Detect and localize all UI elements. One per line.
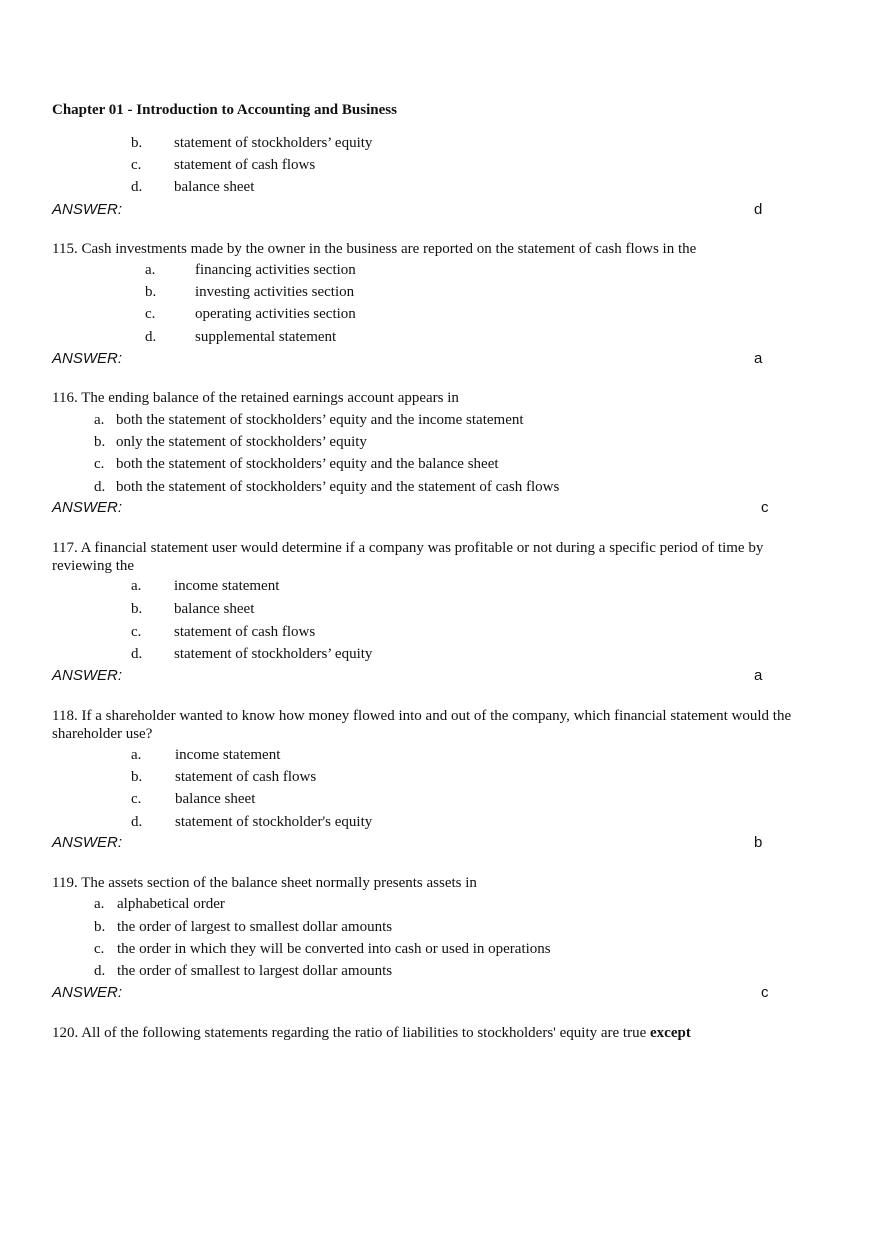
option-letter: d. bbox=[94, 479, 106, 495]
option-text: balance sheet bbox=[175, 791, 256, 807]
question-stem: The assets section of the balance sheet normally presents assets in bbox=[81, 875, 477, 891]
option-text: the order of smallest to largest dollar amounts bbox=[117, 963, 393, 979]
answer-value: a bbox=[754, 350, 763, 367]
option-letter: c. bbox=[145, 306, 156, 322]
option-letter: d. bbox=[131, 179, 143, 195]
option-text: statement of cash flows bbox=[174, 624, 316, 640]
question-number: 115. bbox=[52, 241, 82, 257]
option-letter: d. bbox=[131, 814, 143, 830]
option-letter: a. bbox=[145, 262, 156, 278]
answer-label: ANSWER: bbox=[52, 834, 123, 851]
option-letter: c. bbox=[94, 456, 105, 472]
question-number: 120. bbox=[52, 1025, 82, 1041]
option-text: balance sheet bbox=[174, 179, 255, 195]
answer-label: ANSWER: bbox=[52, 499, 123, 516]
question-stem: The ending balance of the retained earnings account appears in bbox=[81, 390, 459, 406]
question-text bbox=[52, 389, 812, 407]
option-text: both the statement of stockholders’ equity and the balance sheet bbox=[116, 456, 499, 472]
option-letter: a. bbox=[94, 412, 105, 428]
option-letter: d. bbox=[131, 646, 143, 662]
option-text: supplemental statement bbox=[195, 329, 337, 345]
option-text: statement of cash flows bbox=[174, 157, 316, 173]
option-text: both the statement of stockholders’ equity and the statement of cash flows bbox=[116, 479, 560, 495]
option-letter: a. bbox=[131, 578, 142, 594]
option-text: statement of stockholders’ equity bbox=[174, 646, 373, 662]
option-letter: a. bbox=[94, 896, 105, 912]
option-letter: b. bbox=[94, 434, 106, 450]
question-text bbox=[52, 874, 812, 892]
answer-label: ANSWER: bbox=[52, 984, 123, 1001]
option-text: operating activities section bbox=[195, 306, 356, 322]
option-text: balance sheet bbox=[174, 601, 255, 617]
question-number: 118. bbox=[52, 708, 82, 724]
question-text bbox=[52, 240, 812, 258]
answer-value: d bbox=[754, 201, 763, 218]
option-text: the order of largest to smallest dollar amounts bbox=[117, 919, 393, 935]
option-letter: b. bbox=[131, 135, 143, 151]
option-text: statement of stockholder's equity bbox=[175, 814, 373, 830]
answer-value: c bbox=[761, 984, 769, 1001]
chapter-header: Chapter 01 - Introduction to Accounting and Business bbox=[52, 102, 397, 118]
question-stem: A financial statement user would determine if a company was profitable or not during a specific period of time by reviewing the bbox=[52, 540, 764, 574]
option-letter: b. bbox=[94, 919, 106, 935]
question-number: 116. bbox=[52, 390, 82, 406]
question-text bbox=[52, 707, 812, 743]
option-letter: b. bbox=[131, 601, 143, 617]
answer-value: b bbox=[754, 834, 763, 851]
question-number: 117. bbox=[52, 540, 81, 556]
option-text: both the statement of stockholders’ equity and the income statement bbox=[116, 412, 524, 428]
question-stem: All of the following statements regarding the ratio of liabilities to stockholders' equity are true bbox=[81, 1025, 647, 1041]
answer-label: ANSWER: bbox=[52, 667, 123, 684]
option-letter: c. bbox=[131, 157, 142, 173]
option-text: income statement bbox=[175, 747, 281, 763]
question-stem: If a shareholder wanted to know how money flowed into and out of the company, which financial statement would the shareholder use? bbox=[52, 708, 792, 742]
option-text: the order in which they will be converted into cash or used in operations bbox=[117, 941, 551, 957]
option-text: statement of cash flows bbox=[175, 769, 317, 785]
option-letter: b. bbox=[145, 284, 157, 300]
option-text: investing activities section bbox=[195, 284, 355, 300]
option-letter: b. bbox=[131, 769, 143, 785]
answer-value: c bbox=[761, 499, 769, 516]
option-letter: d. bbox=[94, 963, 106, 979]
answer-label: ANSWER: bbox=[52, 350, 123, 367]
option-text: only the statement of stockholders’ equity bbox=[116, 434, 367, 450]
option-text: financing activities section bbox=[195, 262, 356, 278]
option-text: income statement bbox=[174, 578, 280, 594]
option-letter: c. bbox=[131, 791, 142, 807]
question-emphasis: except bbox=[650, 1025, 691, 1041]
option-text: statement of stockholders’ equity bbox=[174, 135, 373, 151]
option-letter: c. bbox=[131, 624, 142, 640]
question-number: 119. bbox=[52, 875, 82, 891]
answer-value: a bbox=[754, 667, 763, 684]
question-text bbox=[52, 539, 812, 575]
question-stem: Cash investments made by the owner in the business are reported on the statement of cash flows in the bbox=[81, 241, 697, 257]
option-text: alphabetical order bbox=[117, 896, 225, 912]
answer-label: ANSWER: bbox=[52, 201, 123, 218]
question-text bbox=[52, 1024, 812, 1042]
option-letter: a. bbox=[131, 747, 142, 763]
option-letter: d. bbox=[145, 329, 157, 345]
option-letter: c. bbox=[94, 941, 105, 957]
